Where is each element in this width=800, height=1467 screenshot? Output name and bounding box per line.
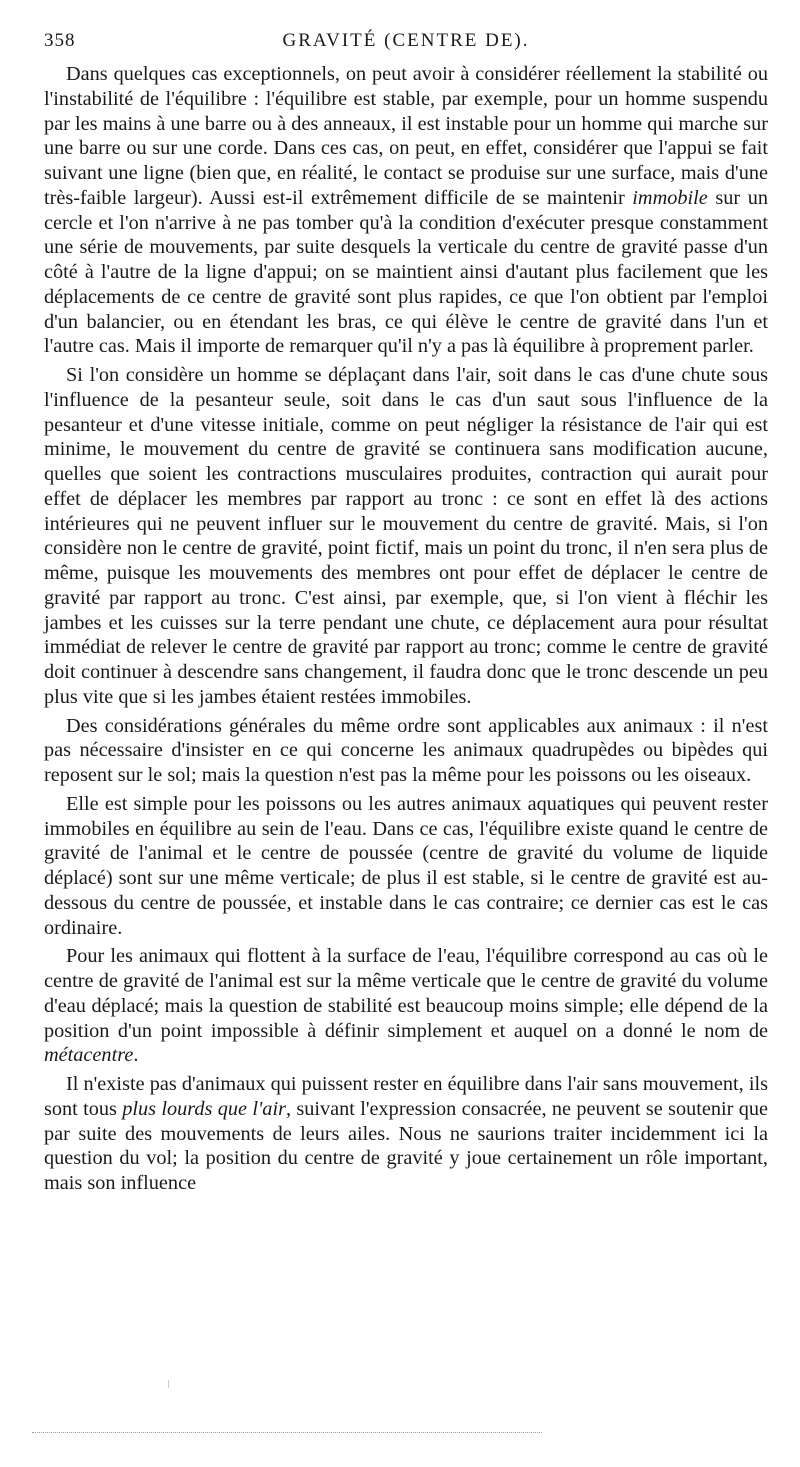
text-run: Dans quelques cas exceptionnels, on peut avoir à considérer réellement la stabilité ou l'instabilité de l'équilibre : l'équilibre est stable, par exemple, pour un homme suspendu par les mains à une barre ou à des anneaux, il est instable pour un homme qui marche sur une barre ou sur une corde. Dans ces cas, on peut, en effet, considérer que l'appui se fait suivant une ligne (bien que, en réalité, le contact se produise sur une surface, mais d'une très-faible largeur). Aussi est-il extrêmement difficile de se maintenir [44, 63, 768, 209]
text-run: Des considérations générales du même ordre sont applicables aux animaux : il n'est pas nécessaire d'insister en ce qui concerne les animaux quadrupèdes ou bipèdes qui reposent sur le sol; mais la question n'est pas la même pour les poissons ou les oiseaux. [44, 714, 768, 786]
paragraph-floating-animals [44, 944, 768, 1068]
paragraph-stability [44, 62, 768, 359]
bottom-dotted-rule [32, 1432, 542, 1433]
paragraph-animals [44, 714, 768, 788]
body-text [44, 62, 768, 1196]
italic-term: immobile [632, 186, 708, 209]
italic-term: plus lourds que l'air [122, 1097, 286, 1120]
italic-term: métacentre [44, 1044, 134, 1067]
text-run: Elle est simple pour les poissons ou les autres animaux aquatiques qui peuvent rester immobiles en équilibre au sein de l'eau. Dans ce cas, l'équilibre existe quand le centre de gravité de l'animal et le centre de poussée (centre de gravité du volume de liquide déplacé) sont sur une même verticale; de plus il est stable, si le centre de gravité est au-dessous du centre de poussée, et instable dans le cas contraire; ce dernier cas est le cas ordinaire. [44, 792, 768, 939]
book-page [44, 30, 768, 1196]
paragraph-fish [44, 792, 768, 941]
text-run: Pour les animaux qui flottent à la surface de l'eau, l'équilibre correspond au cas où le centre de gravité de l'animal est sur la même verticale que le centre de gravité du volume d'eau déplacé; mais la question de stabilité est beaucoup moins simple; elle dépend de la position d'un point impossible à définir simplement et auquel on a donné le nom de [44, 945, 768, 1042]
scan-speck [168, 1380, 169, 1388]
running-header [44, 30, 768, 62]
text-run: sur un cercle et l'on n'arrive à ne pas tomber qu'à la condition d'exécuter presque constamment une série de mouvements, par suite desquels la verticale du centre de gravité passe d'un côté à l'autre de la ligne d'appui; on se maintient ainsi d'autant plus facilement que les déplacements de ce centre de gravité sont plus rapides, ce que l'on obtient par l'emploi d'un balancier, ou en étendant les bras, ce qui élève le centre de gravité dans l'un et l'autre cas. Mais il importe de remarquer qu'il n'y a pas là équilibre à proprement parler. [44, 186, 768, 358]
running-title: GRAVITÉ (CENTRE DE). [282, 30, 530, 51]
page-number: 358 [44, 30, 76, 51]
text-run: , suivant l'expression consacrée, ne peuvent se soutenir que par suite des mouvements de leurs ailes. Nous ne saurions traiter incidemment ici la question du vol; la position du centre de gravité y joue certainement un rôle important, mais son influence [44, 1097, 768, 1194]
text-run: . [133, 1044, 139, 1067]
paragraph-falling-man [44, 363, 768, 710]
text-run: Il n'existe pas d'animaux qui puissent rester en équilibre dans l'air sans mouvement, ils sont tous [44, 1073, 768, 1120]
text-run: Si l'on considère un homme se déplaçant dans l'air, soit dans le cas d'une chute sous l'influence de la pesanteur seule, soit dans le cas d'un saut sous l'influence de la pesanteur et d'une vitesse initiale, comme on peut négliger la résistance de l'air qui est minime, le mouvement du centre de gravité se continuera sans modification aucune, quelles que soient les contractions musculaires produites, contraction qui aurait pour effet de déplacer les membres par rapport au tronc : ce sont en effet là des actions intérieures qui ne peuvent influer sur le mouvement du centre de gravité. Mais, si l'on considère non le centre de gravité, point fictif, mais un point du tronc, il n'en sera plus de même, puisque les mouvements des membres ont pour effet de déplacer le centre de gravité par rapport au tronc. C'est ainsi, par exemple, que, si l'on vient à fléchir les jambes et les cuisses sur la terre pendant une chute, ce déplacement aura pour résultat immédiat de relever le centre de gravité par rapport au tronc; comme le centre de gravité doit continuer à descendre sans changement, il faudra donc que le tronc descende un peu plus vite que si les jambes étaient restées immobiles. [44, 364, 768, 708]
paragraph-flight [44, 1072, 768, 1196]
